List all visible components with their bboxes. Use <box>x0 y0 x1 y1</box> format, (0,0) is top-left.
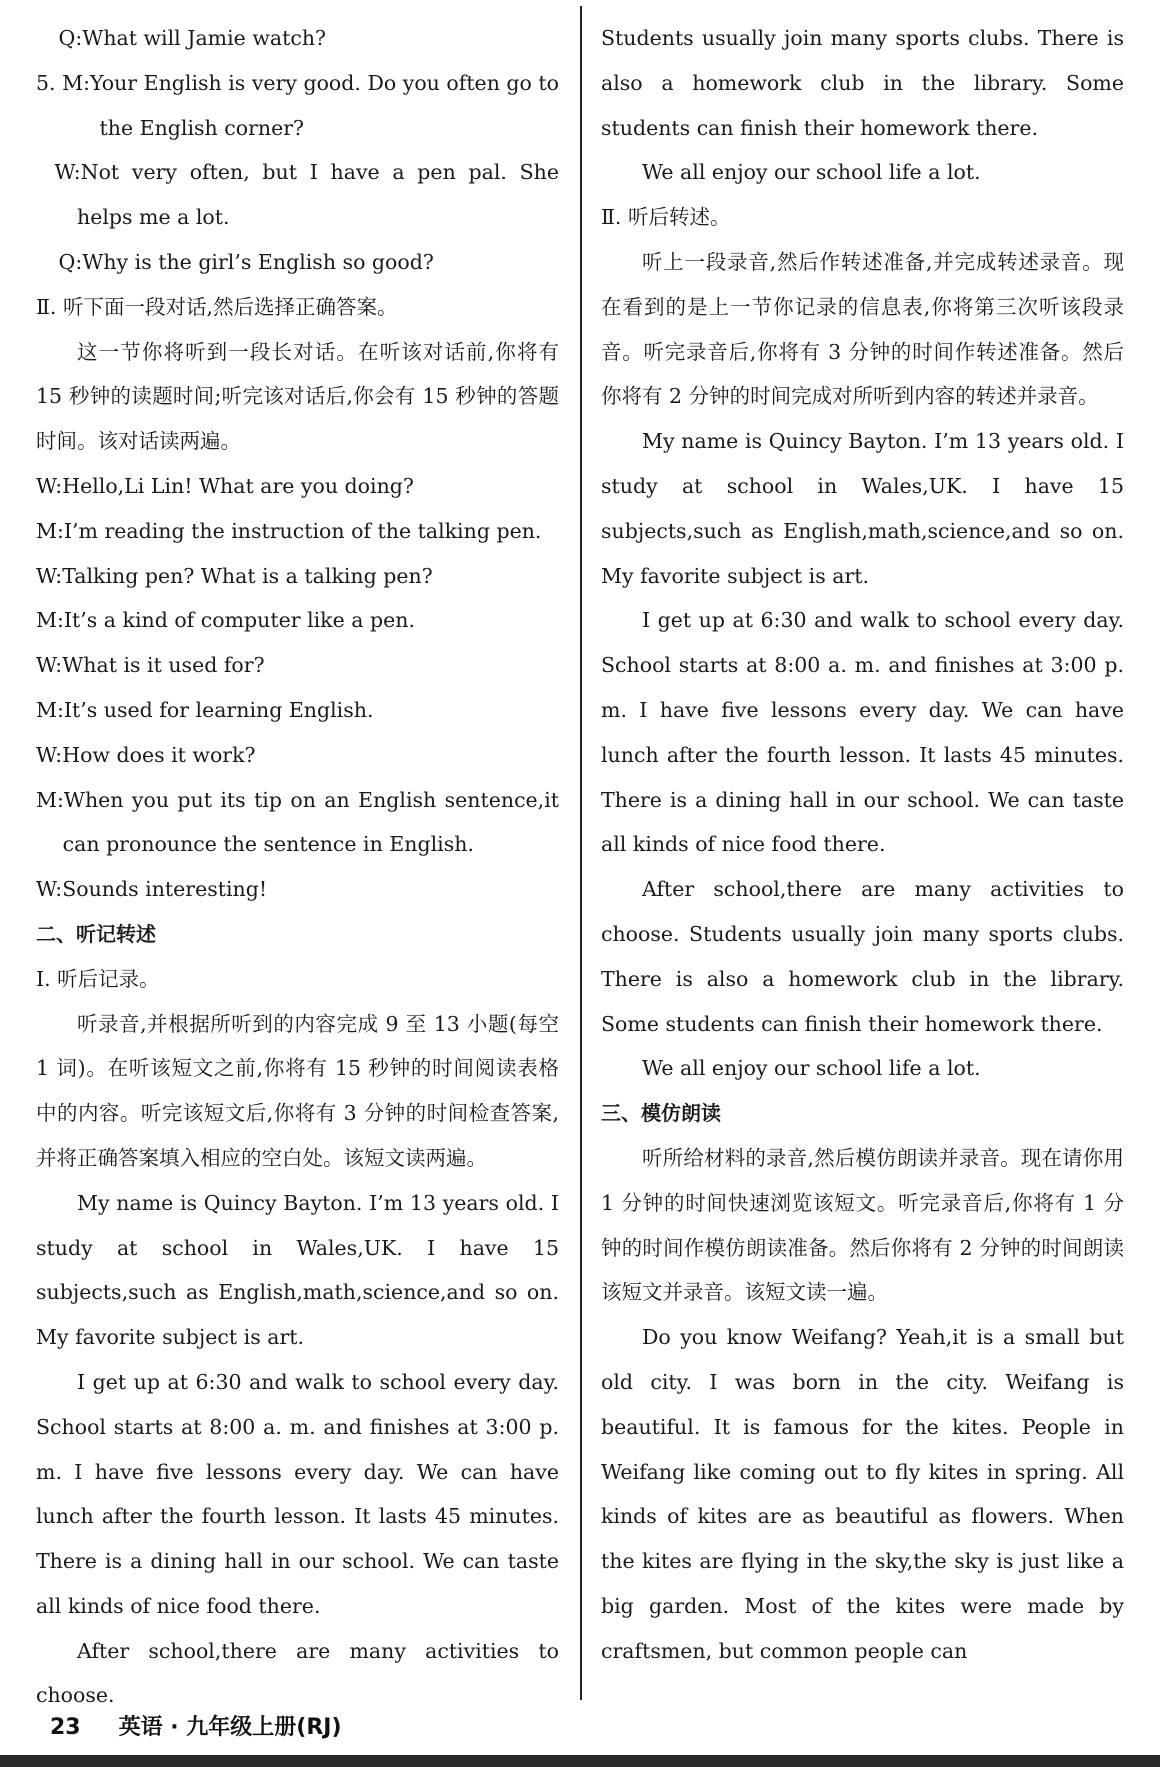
question-line: Q:What will Jamie watch? <box>58 26 327 50</box>
section-subheading: Ⅱ. 听后转述。 <box>601 205 731 230</box>
passage-paragraph: Do you know Weifang? Yeah,it is a small but old city. I was born in the city. Weifang is beautiful. It is famous for the kites. People in Weifang like coming out to fly kites in spring. All kinds of kites are as beautiful as flowers. When the kites are flying in the sky,the sky is just like a big garden. Most of the kites were made by craftsmen, but common people can <box>601 1325 1124 1663</box>
dialogue-line: M:I’m reading the instruction of the talking pen. <box>36 518 542 543</box>
passage-paragraph: Students usually join many sports clubs. There is also a homework club in the library. Some students can finish their homework there. <box>601 26 1124 140</box>
dialogue-item-5: 5. M:Your English is very good. Do you often go to the English corner? <box>36 70 559 140</box>
passage-paragraph: After school,there are many activities to choose. Students usually join many sports clubs. There is also a homework club in the library. Some students can finish their homework there. <box>601 877 1124 1036</box>
dialogue-line: W:Talking pen? What is a talking pen? <box>36 563 433 588</box>
dialogue-line: M:It’s a kind of computer like a pen. <box>36 608 415 633</box>
dialogue-line: M:When you put its tip on an English sentence,it can pronounce the sentence in English. <box>36 787 559 857</box>
dialogue-line: W:What is it used for? <box>36 653 265 678</box>
passage-paragraph: My name is Quincy Bayton. I’m 13 years old. I study at school in Wales,UK. I have 15 subjects,such as English,math,science,and so on. My favorite subject is art. <box>36 1190 559 1350</box>
passage-paragraph: We all enjoy our school life a lot. <box>642 160 981 185</box>
instruction-paragraph: 这一节你将听到一段长对话。在听该对话前,你将有 15 秒钟的读题时间;听完该对话后,你会有 15 秒钟的答题时间。该对话读两遍。 <box>36 339 559 454</box>
dialogue-line: W:Not very often, but I have a pen pal. She helps me a lot. <box>54 160 559 230</box>
section-subheading: Ⅰ. 听后记录。 <box>36 966 160 991</box>
page-footer <box>50 1708 342 1748</box>
passage-paragraph: I get up at 6:30 and walk to school every day. School starts at 8:00 a. m. and finishes at 3:00 p. m. I have five lessons every day. We can have lunch after the fourth lesson. It lasts 45 minutes. There is a dining hall in our school. We can taste all kinds of nice food there. <box>601 608 1124 857</box>
page-number: 23 <box>50 1715 81 1740</box>
instruction-paragraph: 听所给材料的录音,然后模仿朗读并录音。现在请你用 1 分钟的时间快速浏览该短文。听完录音后,你将有 1 分钟的时间作模仿朗读准备。然后你将有 2 分钟的时间朗读该短文并录音。该短文读一遍。 <box>601 1145 1124 1305</box>
dialogue-line: W:Sounds interesting! <box>36 877 268 902</box>
dialogue-line: M:It’s used for learning English. <box>36 697 374 722</box>
section-heading: 三、模仿朗读 <box>601 1101 721 1126</box>
instruction-paragraph: 听录音,并根据所听到的内容完成 9 至 13 小题(每空 1 词)。在听该短文之前,你将有 15 秒钟的时间阅读表格中的内容。听完该短文后,你将有 3 分钟的时间检查答案,并将正确答案填入相应的空白处。该短文读两遍。 <box>36 1011 559 1170</box>
section-subheading: Ⅱ. 听下面一段对话,然后选择正确答案。 <box>36 294 398 319</box>
question-line: Q:Why is the girl’s English so good? <box>58 249 434 274</box>
left-column <box>36 16 559 1708</box>
column-divider <box>580 6 582 1700</box>
section-heading: 二、听记转述 <box>36 921 156 946</box>
book-title: 英语 · 九年级上册(RJ) <box>118 1715 342 1740</box>
dialogue-line: W:Hello,Li Lin! What are you doing? <box>36 473 414 498</box>
passage-paragraph: My name is Quincy Bayton. I’m 13 years old. I study at school in Wales,UK. I have 15 subjects,such as English,math,science,and so on. My favorite subject is art. <box>601 429 1124 588</box>
passage-paragraph: I get up at 6:30 and walk to school every day. School starts at 8:00 a. m. and finishes at 3:00 p. m. I have five lessons every day. We can have lunch after the fourth lesson. It lasts 45 minutes. There is a dining hall in our school. We can taste all kinds of nice food there. <box>36 1369 559 1618</box>
dialogue-line: W:How does it work? <box>36 742 256 767</box>
bottom-edge <box>0 1755 1160 1767</box>
right-column <box>601 16 1124 1705</box>
passage-paragraph: After school,there are many activities to choose. <box>36 1638 559 1708</box>
passage-paragraph: We all enjoy our school life a lot. <box>642 1056 981 1081</box>
instruction-paragraph: 听上一段录音,然后作转述准备,并完成转述录音。现在看到的是上一节你记录的信息表,你将第三次听该段录音。听完录音后,你将有 3 分钟的时间作转述准备。然后你将有 2 分钟的时间完成对所听到内容的转述并录音。 <box>601 249 1124 409</box>
